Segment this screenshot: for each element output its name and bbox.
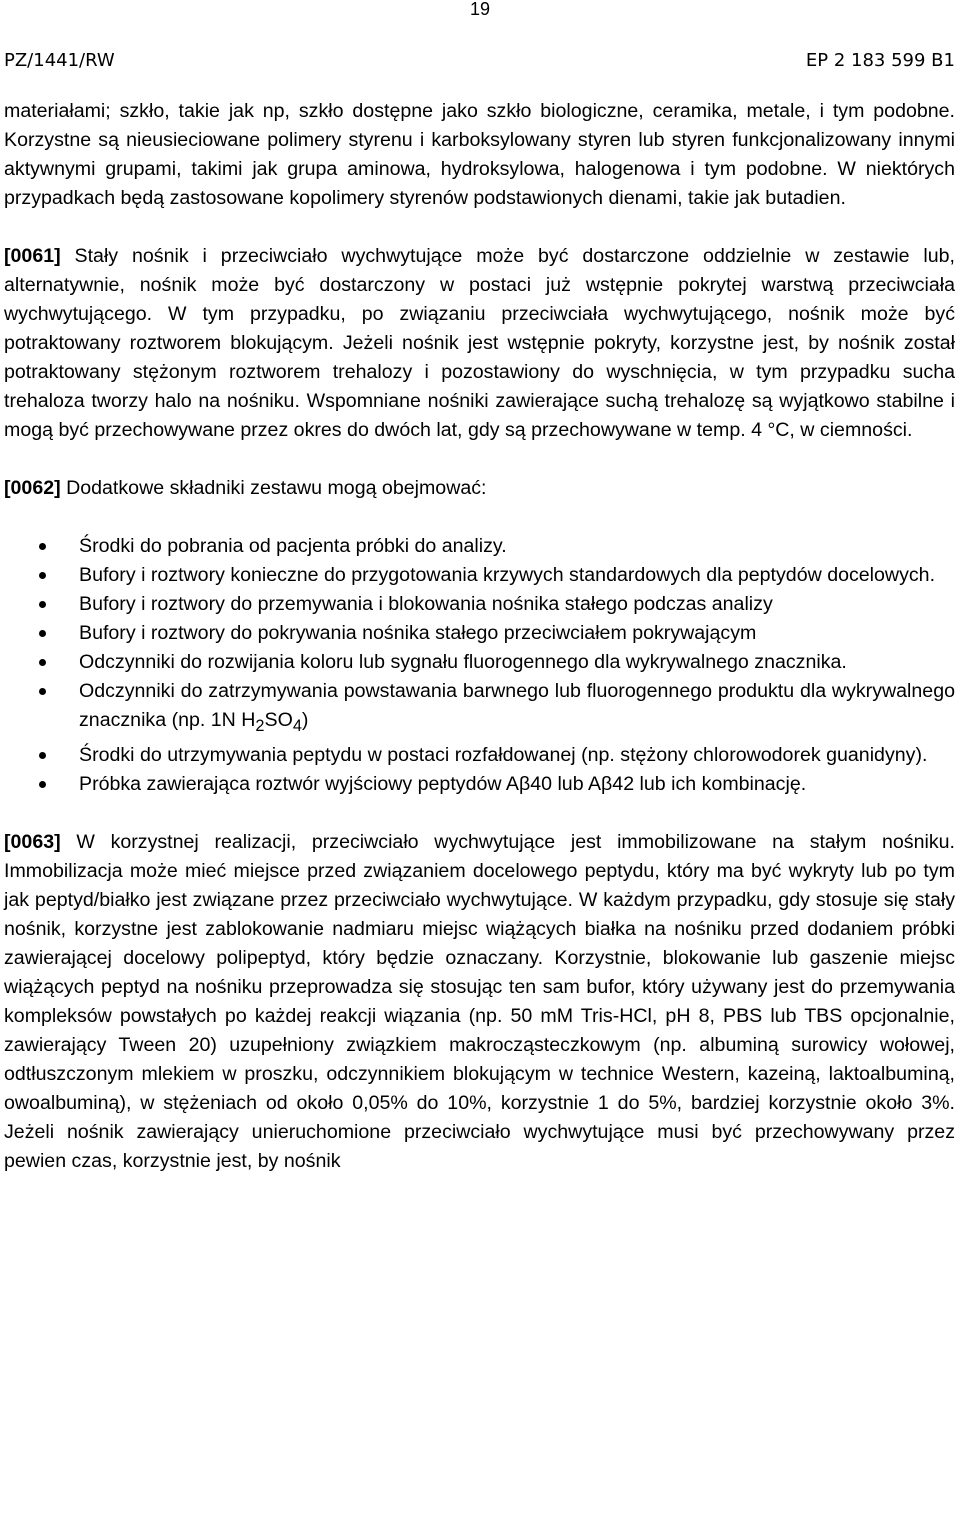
list-item-text-mid: SO <box>264 709 293 731</box>
paragraph-continuation: materiałami; szkło, takie jak np, szkło dostępne jako szkło biologiczne, ceramika, metale, i tym podobne. Korzystne są nieusieciowane polimery styrenu i karboksylowany styren lub styren funkcjonalizowany innymi aktywnymi grupami, takimi jak grupa aminowa, hydroksylowa, halogenowa i tym podobne. W niektórych przypadkach będą zastosowane kopolimery styrenów podstawionych dienami, takie jak butadien. <box>4 100 955 209</box>
list-item <box>4 648 955 677</box>
list-item-text: Bufory i roztwory konieczne do przygotowania krzywych standardowych dla peptydów docelowych. <box>79 564 936 586</box>
bullet-icon <box>39 688 46 695</box>
kit-components-list <box>4 532 955 799</box>
paragraph-tag: [0063] <box>4 830 61 853</box>
list-item <box>4 619 955 648</box>
paragraph-tag: [0061] <box>4 245 61 267</box>
list-item-text: Środki do pobrania od pacjenta próbki do analizy. <box>79 535 507 557</box>
paragraph-tag: [0062] <box>4 477 61 499</box>
bullet-icon <box>39 781 46 788</box>
paragraph-0062 <box>4 474 955 503</box>
paragraph-text: Stały nośnik i przeciwciało wychwytujące może być dostarczone oddzielnie w zestawie lub, alternatywnie, nośnik może być dostarczony w postaci już wstępnie pokrytej warstwą przeciwciała wychwytującego. W tym przypadku, po związaniu przeciwciała wychwytującego, nośnik może być potraktowany roztworem blokującym. Jeżeli nośnik jest wstępnie pokryty, korzystne jest, by nośnik został potraktowany stężonym roztworem trehalozy i pozostawiony do wyschnięcia, w tym przypadku sucha trehaloza tworzy halo na nośniku. Wspomniane nośniki zawierające suchą trehalozę są wyjątkowo stabilne i mogą być przechowywane przez okres do dwóch lat, gdy są przechowywane w temp. 4 °C, w ciemności. <box>4 245 955 441</box>
list-item-text-before: Odczynniki do zatrzymywania powstawania barwnego lub fluorogennego produktu dla wykrywalnego znacznika (np. 1N H <box>79 680 955 731</box>
bullet-icon <box>39 752 46 759</box>
bullet-icon <box>39 601 46 608</box>
document-header <box>4 50 955 74</box>
paragraph-text: Dodatkowe składniki zestawu mogą obejmować: <box>66 477 487 499</box>
bullet-icon <box>39 572 46 579</box>
subscript: 4 <box>292 716 302 735</box>
list-item <box>4 561 955 590</box>
bullet-icon <box>39 659 46 666</box>
bullet-icon <box>39 543 46 550</box>
list-item <box>4 741 955 770</box>
subscript: 2 <box>255 716 265 735</box>
paragraph-0063 <box>4 828 955 1176</box>
list-item <box>4 677 955 741</box>
list-item-text-after: ) <box>301 709 309 731</box>
paragraph-0061 <box>4 242 955 445</box>
list-item <box>4 770 955 799</box>
list-item <box>4 532 955 561</box>
bullet-icon <box>39 630 46 637</box>
header-patent-number: EP 2 183 599 B1 <box>805 50 955 71</box>
list-item-text: Środki do utrzymywania peptydu w postaci rozfałdowanej (np. stężony chlorowodorek guanidyny). <box>79 743 928 766</box>
list-item-text: Bufory i roztwory do pokrywania nośnika stałego przeciwciałem pokrywającym <box>79 622 757 644</box>
page-number: 19 <box>469 0 491 19</box>
list-item-text: Bufory i roztwory do przemywania i blokowania nośnika stałego podczas analizy <box>79 593 773 615</box>
document-body <box>4 97 955 1176</box>
list-item <box>4 590 955 619</box>
list-item-text: Próbka zawierająca roztwór wyjściowy peptydów Aβ40 lub Aβ42 lub ich kombinację. <box>79 772 807 795</box>
list-item-text: Odczynniki do rozwijania koloru lub sygnału fluorogennego dla wykrywalnego znacznika. <box>79 651 847 673</box>
header-reference: PZ/1441/RW <box>4 50 115 71</box>
paragraph-text: W korzystnej realizacji, przeciwciało wychwytujące jest immobilizowane na stałym nośniku. Immobilizacja może mieć miejsce przed związaniem docelowego peptydu, który ma być wykryty lub po tym jak peptyd/białko jest związane przez przeciwciało wychwytujące. W każdym przypadku, gdy stosuje się stały nośnik, korzystne jest zablokowanie nadmiaru miejsc wiążących białka na nośniku przed dodaniem próbki zawierającej docelowy polipeptyd, który będzie oznaczany. Korzystnie, blokowanie lub gaszenie miejsc wiążących peptyd na nośniku przeprowadza się stosując ten sam bufor, który używany jest do przemywania kompleksów powstałych po każdej reakcji wiązania (np. 50 mM Tris-HCl, pH 8, PBS lub TBS opcjonalnie, zawierający Tween 20) uzupełniony związkiem makrocząsteczkowym (np. albuminą surowicy wołowej, odtłuszczonym mlekiem w proszku, odczynnikiem blokującym w technice Western, kazeiną, laktoalbuminą, owoalbuminą), w stężeniach od około 0,05% do 10%, korzystnie 1 do 5%, bardziej korzystnie około 3%. Jeżeli nośnik zawierający unieruchomione przeciwciało wychwytujące musi być przechowywany przez pewien czas, korzystnie jest, by nośnik <box>4 830 955 1172</box>
